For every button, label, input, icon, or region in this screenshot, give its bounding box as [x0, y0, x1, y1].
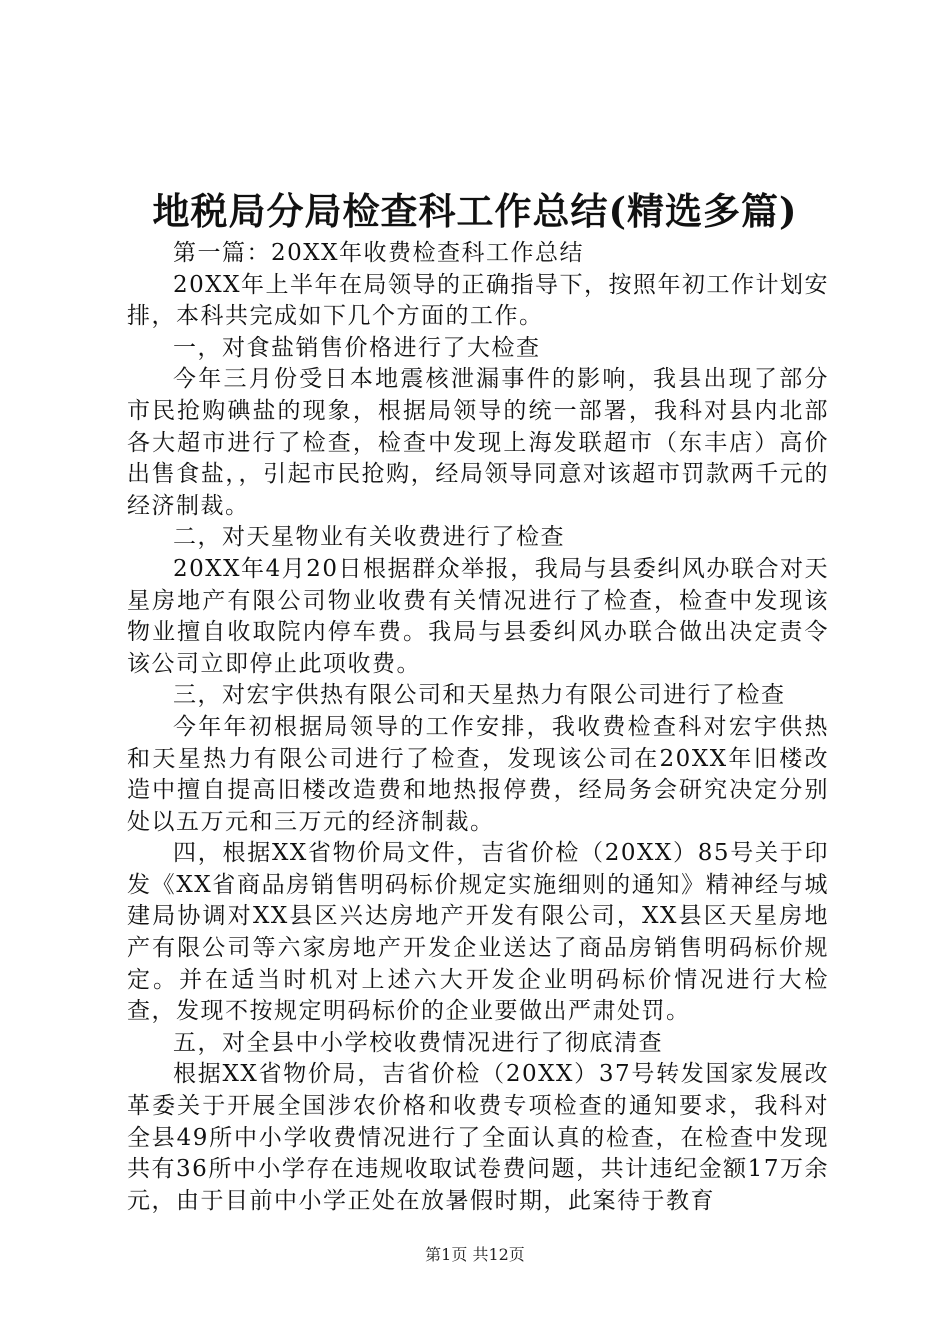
- document-title: 地税局分局检查科工作总结(精选多篇): [152, 189, 798, 233]
- paragraph-section-five-heading: 五，对全县中小学校收费情况进行了彻底清查: [173, 1029, 663, 1056]
- paragraph-intro: 20XX年上半年在局领导的正确指导下，按照年初工作计划安排，本科共完成如下几个方面的工作。: [127, 271, 830, 330]
- paragraph-section-four: 四，根据XX省物价局文件，吉省价检（20XX）85号关于印发《XX省商品房销售明码标价规定实施细则的通知》精神经与城建局协调对XX县区兴达房地产开发有限公司，XX县区天星房地产有限公司等六家房地产开发企业送达了商品房销售明码标价规定。并在适当时机对上述六大开发企业明码标价情况进行大检查，发现不按规定明码标价的企业要做出严肃处罚。: [127, 840, 829, 1025]
- document-body: [127, 238, 829, 1217]
- paragraph-section-two-body: 20XX年4月20日根据群众举报，我局与县委纠风办联合对天星房地产有限公司物业收费有关情况进行了检查，检查中发现该物业擅自收取院内停车费。我局与县委纠风办联合做出决定责令该公司立即停止此项收费。: [127, 555, 829, 677]
- paragraph-section-two-heading: 二，对天星物业有关收费进行了检查: [173, 524, 565, 551]
- paragraph-section-three-heading: 三，对宏宇供热有限公司和天星热力有限公司进行了检查: [173, 682, 786, 709]
- paragraph-section-five-body: 根据XX省物价局，吉省价检（20XX）37号转发国家发展改革委关于开展全国涉农价格和收费专项检查的通知要求，我科对全县49所中小学收费情况进行了全面认真的检查，在检查中发现共有36所中小学存在违规收取试卷费问题，共计违纪金额17万余元，由于目前中小学正处在放暑假时期，此案待于教育: [127, 1061, 829, 1214]
- paragraph-section-one-body: 今年三月份受日本地震核泄漏事件的影响，我县出现了部分市民抢购碘盐的现象，根据局领导的统一部署，我科对县内北部各大超市进行了检查，检查中发现上海发联超市（东丰店）高价出售食盐，，引起市民抢购，经局领导同意对该超市罚款两千元的经济制裁。: [127, 366, 829, 519]
- paragraph-section-three-body: 今年年初根据局领导的工作安排，我收费检查科对宏宇供热和天星热力有限公司进行了检查，发现该公司在20XX年旧楼改造中擅自提高旧楼改造费和地热报停费，经局务会研究决定分别处以五万元和三万元的经济制裁。: [127, 713, 829, 835]
- paragraph-section-one-heading: 一，对食盐销售价格进行了大检查: [173, 334, 541, 361]
- paragraph-part-one-heading: 第一篇：20XX年收费检查科工作总结: [173, 240, 585, 266]
- page-footer: 第1页 共12页: [425, 1245, 525, 1264]
